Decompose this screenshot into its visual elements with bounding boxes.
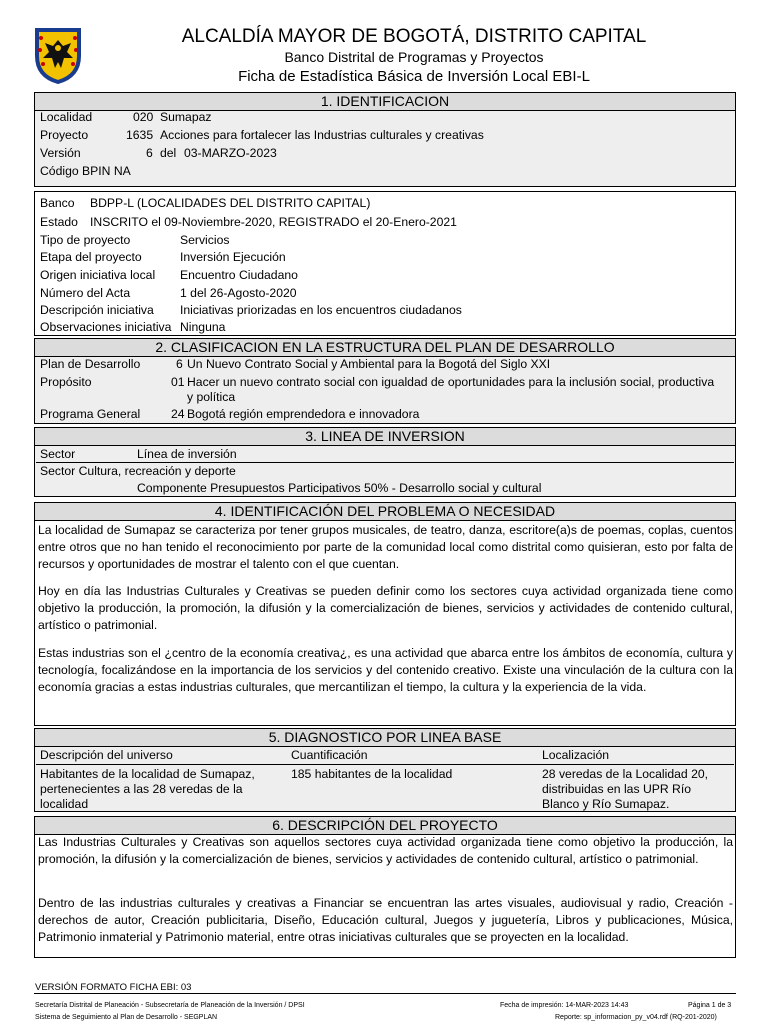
observaciones-value: Ninguna [180,320,226,334]
localizacion-line-1: 28 veredas de la Localidad 20, [542,767,709,781]
footer-version: VERSIÓN FORMATO FICHA EBI: 03 [35,982,192,993]
localidad-label: Localidad [40,110,93,124]
proyecto-name: Acciones para fortalecer las Industrias culturales y creativas [160,128,484,142]
version-label: Versión [40,146,81,160]
section-2-title: 2. CLASIFICACION EN LA ESTRUCTURA DEL PLAN DE DESARROLLO [34,338,736,357]
componente-value: Componente Presupuestos Participativos 50% - Desarrollo social y cultural [137,481,542,495]
localidad-code: 020 [133,110,154,124]
page-subtitle: Banco Distrital de Programas y Proyectos [284,49,544,65]
proyecto-code: 1635 [126,128,154,142]
col-descripcion-header: Descripción del universo [40,748,173,762]
estado-value: INSCRITO el 09-Noviembre-2020, REGISTRADO el 20-Enero-2021 [90,215,457,229]
footer-reporte: Reporte: sp_informacion_py_v04.rdf (RQ-201-2020) [555,1014,717,1021]
universo-line-1: Habitantes de la localidad de Sumapaz, [40,767,255,781]
footer-rule [34,993,736,994]
etapa-label: Etapa del proyecto [40,250,142,264]
descripcion-paragraph-2: Dentro de las industrias culturales y creativas a Financiar se encuentran las artes visuales, audiovisual y radio, Creación - derechos de autor, Creación publicitaria, Diseño, Educación cultural, Juegos y juguetería, Libros y publicaciones, Música, Patrimonio inmaterial y Patrimonio material, entre otras iniciativas culturales que se proyecten en la localidad. [38,896,733,944]
plan-code: 6 [176,357,183,371]
proposito-value: Hacer un nuevo contrato social con igualdad de oportunidades para la inclusión social, productiva [187,375,715,389]
linea-label: Línea de inversión [137,447,237,461]
section-3-title: 3. LINEA DE INVERSION [34,427,736,446]
localidad-name: Sumapaz [160,110,212,124]
version-number: 6 [146,146,153,160]
page-title: ALCALDÍA MAYOR DE BOGOTÁ, DISTRITO CAPITAL [181,26,647,47]
problema-paragraph-3: Estas industrias son el ¿centro de la economía creativa¿, es una actividad que abarca entre los ámbitos de economía, cultura y tecnología, focalizándose en la importancia de los servicios y del contenido creativo. Existe una vinculación de la cultura con la economía gracias a estas industrias culturales, que mercantilizan el tiempo, la cultura y la experiencia de la vida. [38,646,733,694]
etapa-value: Inversión Ejecución [180,250,286,264]
tipo-value: Servicios [180,233,230,247]
col-cuantificacion-header: Cuantificación [291,748,368,762]
sector-value: Sector Cultura, recreación y deporte [40,464,236,478]
acta-value: 1 del 26-Agosto-2020 [180,286,297,300]
proposito-value-cont: y política [187,390,236,404]
section-1-title: 1. IDENTIFICACION [34,92,736,111]
observaciones-label: Observaciones iniciativa [40,320,172,334]
descripcion-value: Iniciativas priorizadas en los encuentros ciudadanos [180,303,462,317]
tipo-label: Tipo de proyecto [40,233,131,247]
programa-code: 24 [171,407,185,421]
descripcion-paragraph-1: Las Industrias Culturales y Creativas son aquellos sectores cuya actividad organizada tiene como objetivo la producción, la promoción, la difusión y la comercialización de bienes, servicios y actividades de contenido cultural, artístico o patrimonial. [38,835,733,866]
proyecto-label: Proyecto [40,128,89,142]
diagnostico-divider [36,764,734,765]
sector-label: Sector [40,447,76,461]
linea-divider [36,462,734,463]
plan-value: Un Nuevo Contrato Social y Ambiental para la Bogotá del Siglo XXI [187,357,551,371]
footer-secretaria: Secretaría Distrital de Planeación - Subsecretaría de Planeación de la Inversión / DPSI [35,1002,305,1009]
origen-label: Origen iniciativa local [40,268,156,282]
form-title: Ficha de Estadística Básica de Inversión Local EBI-L [238,68,590,85]
programa-label: Programa General [40,407,141,421]
programa-value: Bogotá región emprendedora e innovadora [187,407,420,421]
problema-paragraph-1: La localidad de Sumapaz se caracteriza por tener grupos musicales, de teatro, danza, escritore(a)s de poemas, coplas, cuentos entre otros que no han tenido el reconocimiento por parte de la comunidad local como distrital como quisieran, esto por falta de recursos y oportunidades de mostrar el talento con el que cuentan. [38,523,733,571]
proposito-label: Propósito [40,375,92,389]
plan-label: Plan de Desarrollo [40,357,141,371]
problema-paragraph-2: Hoy en día las Industrias Culturales y Creativas se pueden definir como los sectores cuya actividad organizada tiene como objetivo la producción, la promoción, la difusión y la comercialización de bienes, servicios y actividades de contenido cultural, artístico o patrimonial. [38,584,733,632]
version-date: 03-MARZO-2023 [184,146,277,160]
banco-label: Banco [40,196,75,210]
codigo-bpin: Código BPIN NA [40,164,131,178]
footer-fecha: Fecha de impresión: 14-MAR-2023 14:43 [500,1002,629,1009]
acta-label: Número del Acta [40,286,131,300]
origen-value: Encuentro Ciudadano [180,268,298,282]
localizacion-line-2: distribuidas en las UPR Río [542,782,692,796]
section-6-title: 6. DESCRIPCIÓN DEL PROYECTO [34,816,736,835]
localizacion-line-3: Blanco y Río Sumapaz. [542,797,670,811]
col-localizacion-header: Localización [542,748,610,762]
section-5-title: 5. DIAGNOSTICO POR LINEA BASE [34,728,736,747]
footer-pagina: Página 1 de 3 [688,1002,732,1009]
descripcion-label: Descripción iniciativa [40,303,154,317]
footer-sistema: Sistema de Seguimiento al Plan de Desarrollo - SEGPLAN [35,1014,218,1021]
universo-line-2: pertenecientes a las 28 veredas de la [40,782,243,796]
cuantificacion-value: 185 habitantes de la localidad [291,767,453,781]
section-4-title: 4. IDENTIFICACIÓN DEL PROBLEMA O NECESIDAD [34,502,736,521]
version-del: del [160,146,177,160]
estado-label: Estado [40,215,78,229]
proposito-code: 01 [171,375,185,389]
banco-value: BDPP-L (LOCALIDADES DEL DISTRITO CAPITAL) [90,196,371,210]
universo-line-3: localidad [40,797,89,811]
